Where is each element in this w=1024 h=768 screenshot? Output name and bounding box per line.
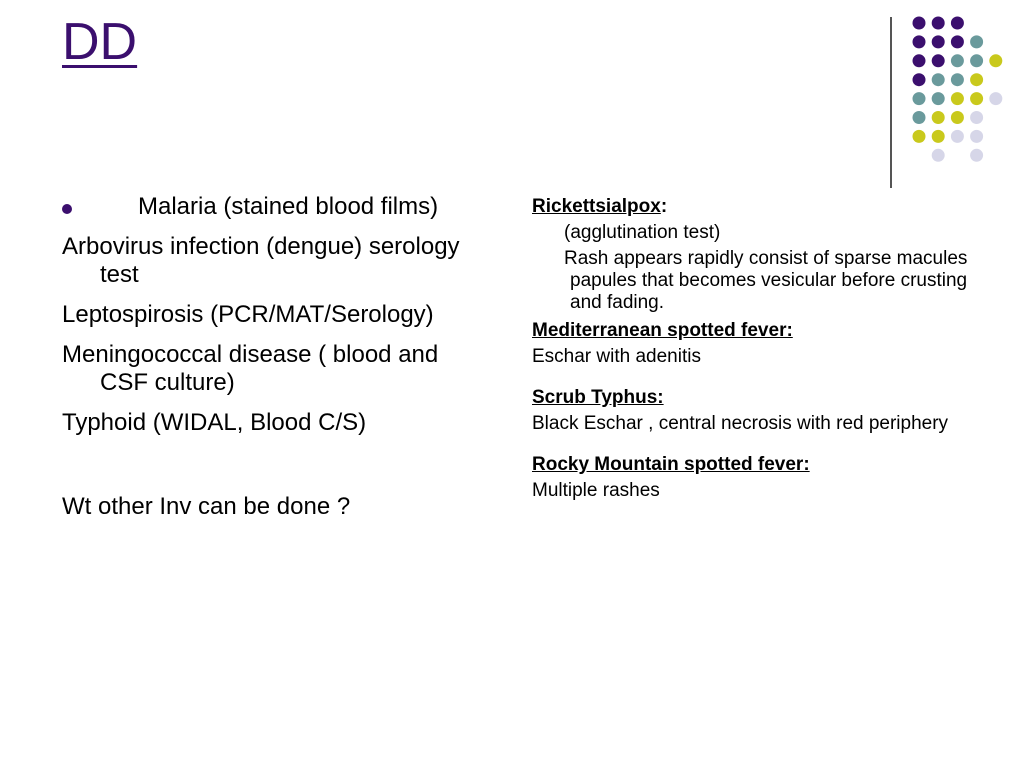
decorative-dot: [970, 92, 983, 105]
mediterranean-description: Eschar with adenitis: [532, 346, 701, 367]
spacer: [62, 449, 482, 493]
list-item-arbovirus: Arbovirus infection (dengue) serology test: [62, 233, 460, 288]
decorative-dot: [989, 54, 1002, 67]
decorative-dot: [951, 130, 964, 143]
decorative-dot: [970, 54, 983, 67]
rocky-mountain-heading: Rocky Mountain spotted fever:: [532, 454, 810, 475]
left-column: [62, 193, 482, 533]
decorative-dot: [951, 111, 964, 124]
list-item-leptospirosis: Leptospirosis (PCR/MAT/Serology): [62, 301, 434, 328]
rickettsialpox-heading-row: [532, 196, 982, 218]
decorative-dot: [951, 17, 964, 30]
decorative-dot: [932, 35, 945, 48]
rickettsialpox-description: Rash appears rapidly consist of sparse macules papules that becomes vesicular before crusting and fading.: [564, 248, 968, 313]
decorative-dot: [951, 73, 964, 86]
rickettsialpox-colon: :: [660, 196, 668, 217]
decorative-dot: [913, 111, 926, 124]
list-item-meningococcal: Meningococcal disease ( blood and CSF culture): [62, 341, 439, 396]
slide-title: DD: [62, 13, 138, 71]
list-item-malaria: [62, 193, 482, 221]
spacer: [532, 368, 982, 382]
decorative-dot: [913, 130, 926, 143]
decorative-dot: [951, 54, 964, 67]
decorative-dot: [913, 35, 926, 48]
list-item-typhoid: Typhoid (WIDAL, Blood C/S): [62, 409, 367, 436]
decorative-dot: [970, 35, 983, 48]
decorative-dot: [932, 111, 945, 124]
decorative-dot: [932, 130, 945, 143]
decorative-dot: [932, 149, 945, 162]
decorative-dot: [970, 130, 983, 143]
decorative-dot: [970, 149, 983, 162]
question-text: Wt other Inv can be done ?: [62, 493, 351, 520]
spacer: [532, 435, 982, 449]
decorative-dot: [970, 73, 983, 86]
scrub-typhus-heading: Scrub Typhus:: [532, 387, 664, 408]
decorative-dot: [913, 17, 926, 30]
decorative-dot: [913, 73, 926, 86]
decorative-dot: [970, 111, 983, 124]
bullet-icon: [62, 204, 72, 214]
decorative-dot: [913, 54, 926, 67]
decorative-dot: [932, 92, 945, 105]
vertical-divider: [890, 17, 892, 188]
decorative-dot-grid: [0, 0, 1024, 190]
right-column: [532, 196, 982, 502]
decorative-dot: [913, 92, 926, 105]
scrub-typhus-description: Black Eschar , central necrosis with red periphery: [532, 413, 949, 434]
malaria-text: Malaria (stained blood films): [138, 193, 439, 220]
decorative-dot: [989, 92, 1002, 105]
decorative-dot: [951, 92, 964, 105]
decorative-dot: [932, 17, 945, 30]
decorative-dot: [932, 54, 945, 67]
rickettsialpox-test: (agglutination test): [564, 222, 721, 243]
mediterranean-heading: Mediterranean spotted fever:: [532, 320, 793, 341]
decorative-dot: [932, 73, 945, 86]
rickettsialpox-heading: Rickettsialpox: [532, 196, 661, 217]
decorative-dot: [951, 35, 964, 48]
rocky-mountain-description: Multiple rashes: [532, 480, 660, 501]
